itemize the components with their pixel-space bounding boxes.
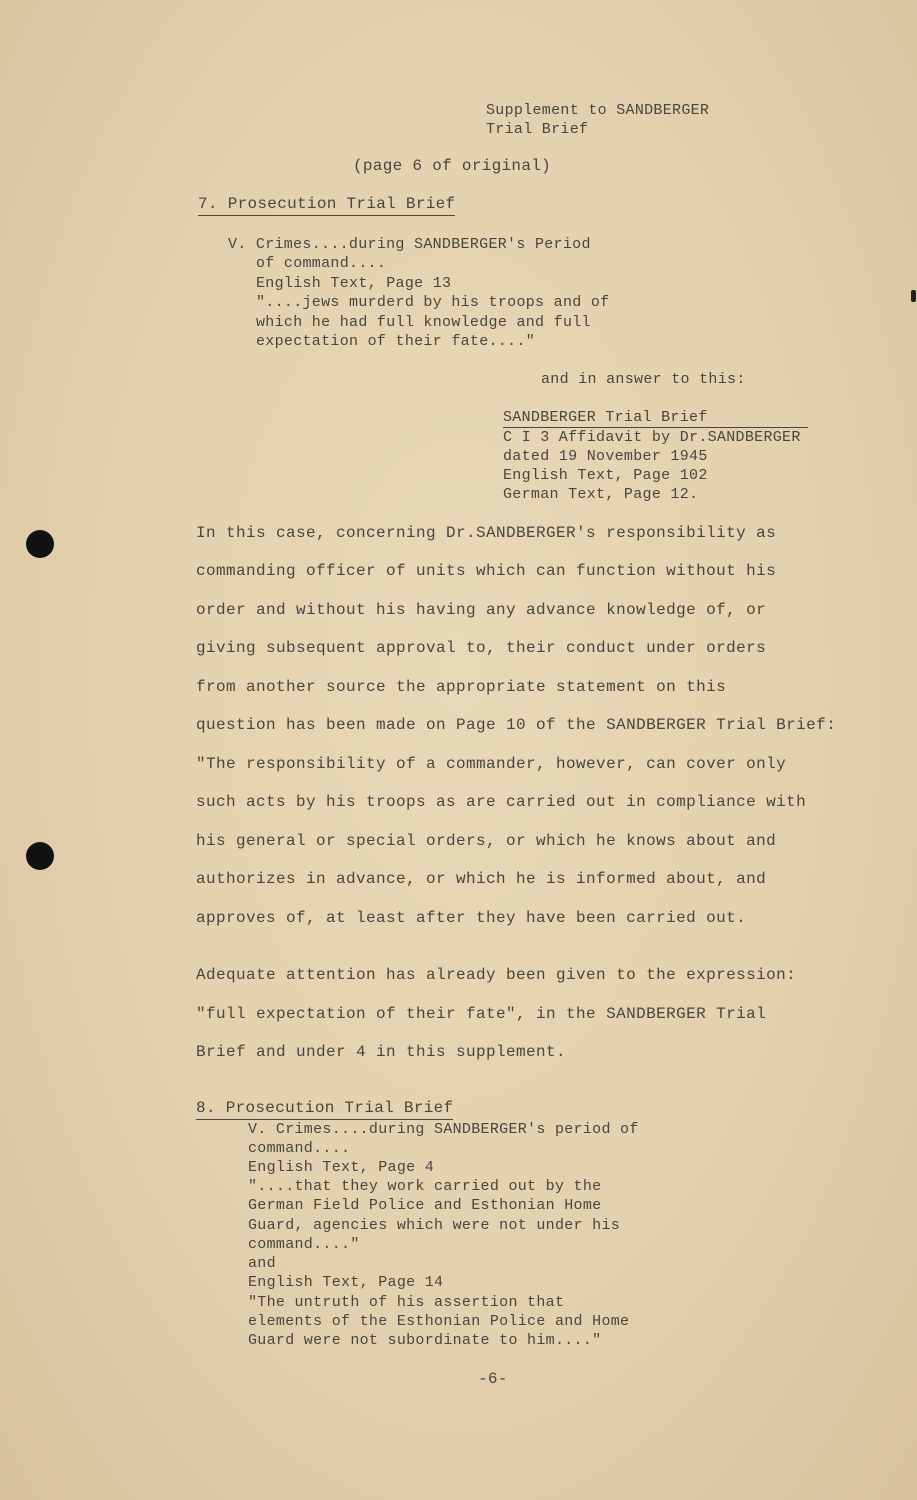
- edge-mark: [911, 290, 916, 302]
- section-8-line: command....": [248, 1236, 360, 1253]
- paragraph-1-line: such acts by his troops as are carried out in compliance with: [196, 793, 807, 811]
- section-8-line: "The untruth of his assertion that: [248, 1294, 565, 1311]
- paragraph-1-line: from another source the appropriate statement on this: [196, 678, 727, 696]
- section-7-line: which he had full knowledge and full: [256, 314, 591, 331]
- paragraph-2-line: Adequate attention has already been given to the expression:: [196, 966, 797, 984]
- paragraph-1-line: order and without his having any advance knowledge of, or: [196, 601, 767, 619]
- answer-intro: and in answer to this:: [541, 371, 746, 388]
- section-7-line: English Text, Page 13: [256, 275, 452, 292]
- paragraph-1-line: authorizes in advance, or which he is informed about, and: [196, 870, 767, 888]
- section-8-line: and: [248, 1255, 276, 1272]
- paragraph-1-line: In this case, concerning Dr.SANDBERGER's responsibility as: [196, 524, 777, 542]
- section-7-heading: 7. Prosecution Trial Brief: [198, 195, 455, 216]
- section-7-line: expectation of their fate....": [256, 333, 536, 350]
- section-7-line: "....jews murderd by his troops and of: [256, 294, 610, 311]
- paragraph-2-line: Brief and under 4 in this supplement.: [196, 1043, 567, 1061]
- punch-hole-top: [26, 530, 54, 558]
- section-8-line: "....that they work carried out by the: [248, 1178, 602, 1195]
- header-line-2: Trial Brief: [486, 121, 589, 138]
- section-8-line: command....: [248, 1140, 351, 1157]
- section-8-line: German Field Police and Esthonian Home: [248, 1197, 602, 1214]
- paragraph-1-line: giving subsequent approval to, their conduct under orders: [196, 639, 767, 657]
- page-number: -6-: [478, 1370, 508, 1388]
- section-8-line: elements of the Esthonian Police and Home: [248, 1313, 630, 1330]
- paragraph-1-line: approves of, at least after they have been carried out.: [196, 909, 747, 927]
- paragraph-1-line: commanding officer of units which can function without his: [196, 562, 777, 580]
- section-8-line: V. Crimes....during SANDBERGER's period of: [248, 1121, 639, 1138]
- section-7-line: V. Crimes....during SANDBERGER's Period: [228, 236, 591, 253]
- section-7-line: of command....: [256, 255, 387, 272]
- reference-heading: SANDBERGER Trial Brief: [503, 408, 808, 428]
- paragraph-2-line: "full expectation of their fate", in the SANDBERGER Trial: [196, 1005, 767, 1023]
- paragraph-1-line: question has been made on Page 10 of the SANDBERGER Trial Brief:: [196, 716, 837, 734]
- section-8-line: English Text, Page 14: [248, 1274, 444, 1291]
- reference-line: C I 3 Affidavit by Dr.SANDBERGER: [503, 429, 801, 446]
- section-8-line: English Text, Page 4: [248, 1159, 435, 1176]
- reference-line: German Text, Page 12.: [503, 486, 699, 503]
- reference-line: English Text, Page 102: [503, 467, 708, 484]
- reference-line: dated 19 November 1945: [503, 448, 708, 465]
- section-8-line: Guard were not subordinate to him....": [248, 1332, 602, 1349]
- section-8-line: Guard, agencies which were not under his: [248, 1217, 621, 1234]
- paragraph-1-line: his general or special orders, or which he knows about and: [196, 832, 777, 850]
- page-reference: (page 6 of original): [353, 157, 552, 175]
- punch-hole-bottom: [26, 842, 54, 870]
- section-8-heading: 8. Prosecution Trial Brief: [196, 1099, 453, 1120]
- paragraph-1-line: "The responsibility of a commander, however, can cover only: [196, 755, 787, 773]
- header-line-1: Supplement to SANDBERGER: [486, 102, 710, 119]
